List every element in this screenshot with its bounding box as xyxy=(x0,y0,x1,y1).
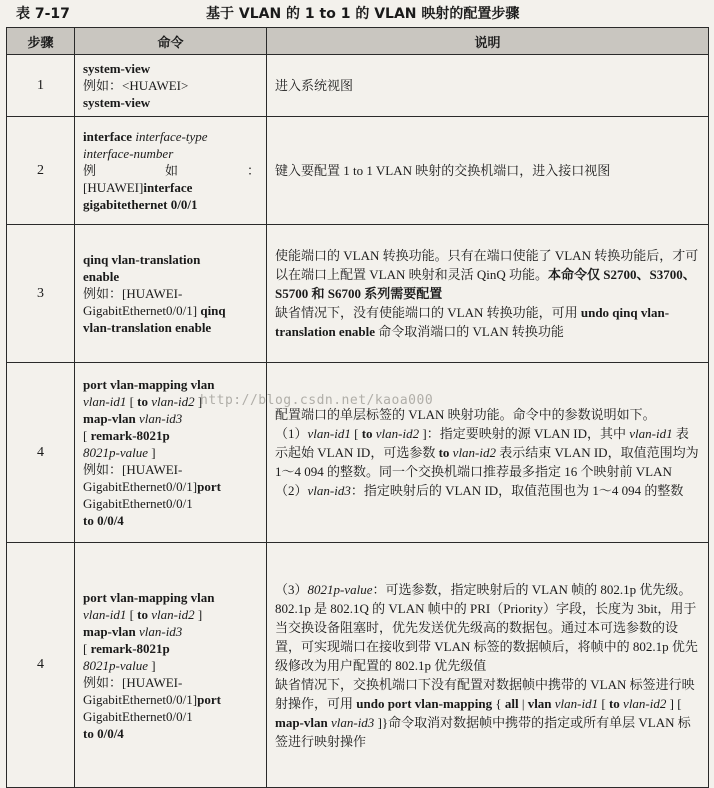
table-caption xyxy=(6,3,708,25)
command-line: GigabitEthernet0/0/1] qinq xyxy=(83,303,226,318)
command-line: GigabitEthernet0/0/1]port xyxy=(83,691,221,707)
description-cell xyxy=(267,363,709,543)
table-title: 基于 VLAN 的 1 to 1 的 VLAN 映射的配置步骤 xyxy=(206,6,520,22)
command-line: to 0/0/4 xyxy=(83,513,124,528)
command-line: GigabitEthernet0/0/1 xyxy=(83,496,193,511)
command-line: vlan-translation enable xyxy=(83,320,212,335)
command-line: gigabitethernet 0/0/1 xyxy=(83,197,198,212)
command-line: port vlan-mapping vlan xyxy=(83,377,215,392)
description-paragraph: （3）8021p-value：可选参数，指定映射后的 VLAN 帧的 802.1p 优先级。802.1p 是 802.1Q 的 VLAN 帧中的 PRI（Priority）字段，长度为 3bit，用于当交换设备阻塞时，优先发送优先级高的数据包。通过本可选参数的设置，可实现端口在接收到带 VLAN 标签的数据帧后，将帧中的 802.1p 优先级修改为用户配置的 802.1p 优先级值 xyxy=(275,581,698,673)
command-line: 例如：[HUAWEI- xyxy=(83,286,183,301)
table-row xyxy=(7,117,709,225)
header-command: 命令 xyxy=(75,28,267,55)
command-line: 例 如 ： xyxy=(83,163,260,178)
command-line: map-vlan vlan-id3 xyxy=(83,411,183,426)
table-row xyxy=(7,225,709,363)
command-line: [ remark-8021p xyxy=(83,428,170,443)
command-line: enable xyxy=(83,269,120,284)
description-cell xyxy=(267,543,709,788)
command-cell xyxy=(75,55,267,117)
description-cell: 键入要配置 1 to 1 VLAN 映射的交换机端口，进入接口视图 xyxy=(267,117,709,225)
command-line: GigabitEthernet0/0/1]port xyxy=(83,479,221,494)
table-row xyxy=(7,55,709,117)
command-line: port vlan-mapping vlan xyxy=(83,589,215,605)
watermark: http://blog.csdn.net/kaoa000 xyxy=(200,393,434,408)
command-line: vlan-id1 [ to vlan-id2 ] xyxy=(83,394,203,409)
step-cell: 3 xyxy=(7,225,75,363)
description-paragraph: 缺省情况下，交换机端口下没有配置对数据帧中携带的 VLAN 标签进行映射操作，可用 undo port vlan-mapping { all | vlan vlan-id1 [ to vlan-id2 ] [ map-vlan vlan-id3 ]}命令取消对数据帧中携带的指定或所有单层 VLAN 标签进行映射操作 xyxy=(275,676,695,749)
step-cell: 2 xyxy=(7,117,75,225)
description-paragraph: （2）vlan-id3：指定映射后的 VLAN ID，取值范围也为 1～4 094 的整数 xyxy=(275,483,684,498)
command-line: map-vlan vlan-id3 xyxy=(83,623,183,639)
table-number: 表 7-17 xyxy=(16,6,70,22)
command-line: vlan-id1 [ to vlan-id2 ] xyxy=(83,606,203,622)
table-row xyxy=(7,543,709,788)
command-line: 例如：<HUAWEI> xyxy=(83,78,189,93)
header-step: 步骤 xyxy=(7,28,75,55)
command-line: 8021p-value ] xyxy=(83,445,156,460)
command-line: 例如：[HUAWEI- xyxy=(83,674,183,690)
command-line: [HUAWEI]interface xyxy=(83,180,193,195)
command-line: interface-number xyxy=(83,146,174,161)
table-row xyxy=(7,363,709,543)
header-row xyxy=(7,28,709,55)
description-cell xyxy=(267,225,709,363)
description-paragraph: 配置端口的单层标签的 VLAN 映射功能。命令中的参数说明如下。 xyxy=(275,407,656,422)
header-description: 说明 xyxy=(267,28,709,55)
command-cell xyxy=(75,117,267,225)
step-cell: 1 xyxy=(7,55,75,117)
step-cell: 4 xyxy=(7,363,75,543)
description-paragraph: 使能端口的 VLAN 转换功能。只有在端口使能了 VLAN 转换功能后，才可以在端口上配置 VLAN 映射和灵活 QinQ 功能。本命令仅 S2700、S3700、S5700 和 S6700 系列需要配置 xyxy=(275,248,699,301)
command-line: to 0/0/4 xyxy=(83,725,124,741)
command-line: qinq vlan-translation xyxy=(83,252,201,267)
command-cell xyxy=(75,363,267,543)
command-cell xyxy=(75,225,267,363)
config-steps-table xyxy=(6,27,709,788)
description-paragraph: （1）vlan-id1 [ to vlan-id2 ]：指定要映射的源 VLAN ID，其中 vlan-id1 表示起始 VLAN ID，可选参数 to vlan-id2 表示结束 VLAN ID，取值范围均为 1～4 094 的整数。同一个交换机端口推荐最多指定 16 个映射前 VLAN xyxy=(275,426,699,479)
command-cell xyxy=(75,543,267,788)
command-line: [ remark-8021p xyxy=(83,640,170,656)
command-line: GigabitEthernet0/0/1 xyxy=(83,708,193,724)
description-cell: 进入系统视图 xyxy=(267,55,709,117)
step-cell: 4 xyxy=(7,543,75,788)
command-line: interface interface-type xyxy=(83,129,208,144)
command-line: 例如：[HUAWEI- xyxy=(83,462,183,477)
command-line: system-view xyxy=(83,95,151,110)
description-paragraph: 缺省情况下，没有使能端口的 VLAN 转换功能，可用 undo qinq vlan-translation enable 命令取消端口的 VLAN 转换功能 xyxy=(275,305,670,339)
command-line: 8021p-value ] xyxy=(83,657,156,673)
command-line: system-view xyxy=(83,61,151,76)
